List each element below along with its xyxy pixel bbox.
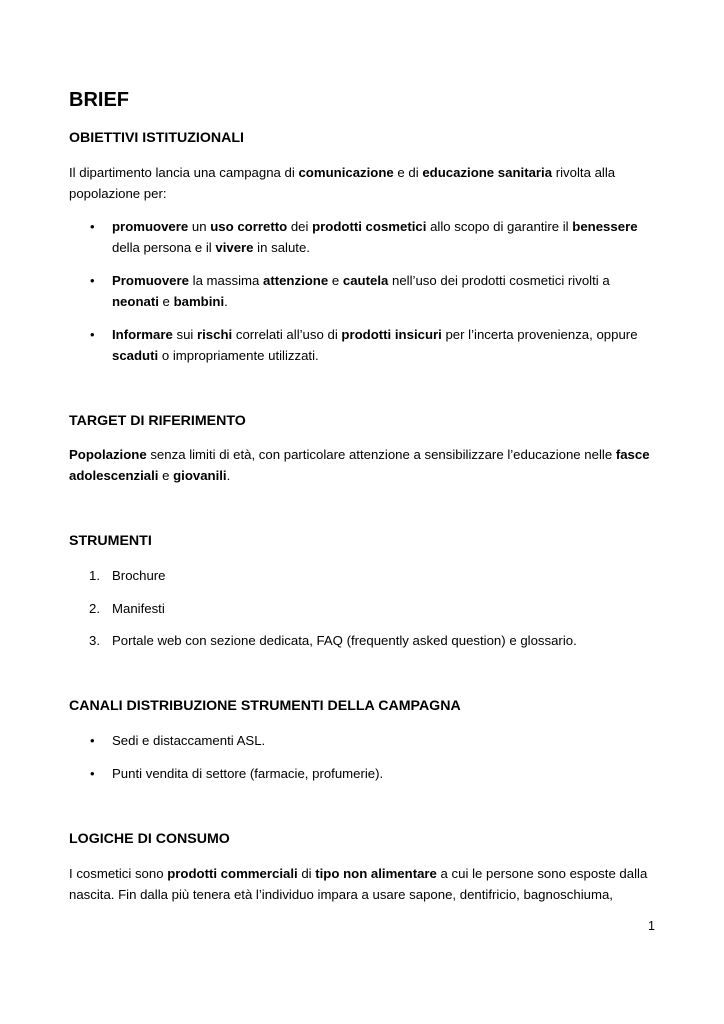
emphasis-text: benessere xyxy=(572,219,638,234)
emphasis-text: rischi xyxy=(197,327,233,342)
consumo-paragraph: I cosmetici sono prodotti commerciali di tipo non alimentare a cui le persone sono esposte dalla nascita. Fin dalla più tenera età l’individuo impara a usare sapone, dentifricio, bagnoschiuma, xyxy=(69,866,648,902)
emphasis-text: vivere xyxy=(215,240,254,255)
emphasis-text: prodotti cosmetici xyxy=(312,219,427,234)
heading-strumenti: STRUMENTI xyxy=(69,533,152,549)
emphasis-text: tipo non alimentare xyxy=(315,866,437,881)
list-item-brochure: Brochure xyxy=(112,568,166,583)
emphasis-text: Promuovere xyxy=(112,273,189,288)
emphasis-text: Informare xyxy=(112,327,173,342)
emphasis-text: giovanili xyxy=(173,468,227,483)
emphasis-text: attenzione xyxy=(262,273,329,288)
heading-canali-distribuzione: CANALI DISTRIBUZIONE STRUMENTI DELLA CAMPAGNA xyxy=(69,698,461,714)
list-number: 2. xyxy=(89,601,100,616)
emphasis-text: uso corretto xyxy=(210,219,288,234)
list-item-punti-vendita: Punti vendita di settore (farmacie, profumerie). xyxy=(112,766,384,781)
bullet-icon: • xyxy=(90,766,95,781)
intro-paragraph: Il dipartimento lancia una campagna di comunicazione e di educazione sanitaria rivolta alla popolazione per: xyxy=(69,165,616,201)
list-number: 1. xyxy=(89,568,100,583)
list-item-informare-rischi: Informare sui rischi correlati all’uso di prodotti insicuri per l’incerta provenienza, oppure scaduti o impropriamente utilizzati. xyxy=(112,327,638,363)
document-title: BRIEF xyxy=(69,89,129,111)
target-paragraph: Popolazione senza limiti di età, con particolare attenzione a sensibilizzare l’educazione nelle fasce adolescenziali e giovanili. xyxy=(69,447,650,483)
emphasis-text: scaduti xyxy=(112,348,159,363)
heading-target-riferimento: TARGET DI RIFERIMENTO xyxy=(69,413,246,429)
emphasis-text: bambini xyxy=(173,294,225,309)
list-item-promuovere-uso: promuovere un uso corretto dei prodotti cosmetici allo scopo di garantire il benessere della persona e il vivere in salute. xyxy=(112,219,638,255)
bullet-icon: • xyxy=(90,219,95,234)
emphasis-text: comunicazione xyxy=(298,165,394,180)
emphasis-text: prodotti commerciali xyxy=(167,866,298,881)
emphasis-text: educazione sanitaria xyxy=(422,165,553,180)
list-item-sedi-asl: Sedi e distaccamenti ASL. xyxy=(112,733,266,748)
bullet-icon: • xyxy=(90,733,95,748)
heading-obiettivi-istituzionali: OBIETTIVI ISTITUZIONALI xyxy=(69,130,244,146)
heading-logiche-consumo: LOGICHE DI CONSUMO xyxy=(69,831,230,847)
page-number: 1 xyxy=(648,919,655,933)
list-item-promuovere-attenzione: Promuovere la massima attenzione e cautela nell’uso dei prodotti cosmetici rivolti a neonati e bambini. xyxy=(112,273,610,309)
bullet-icon: • xyxy=(90,273,95,288)
emphasis-text: neonati xyxy=(112,294,159,309)
emphasis-text: promuovere xyxy=(112,219,189,234)
list-number: 3. xyxy=(89,633,100,648)
emphasis-text: prodotti insicuri xyxy=(341,327,442,342)
emphasis-text: cautela xyxy=(342,273,389,288)
list-item-manifesti: Manifesti xyxy=(112,601,165,616)
list-item-portale-web: Portale web con sezione dedicata, FAQ (frequently asked question) e glossario. xyxy=(112,633,577,648)
emphasis-text: fasce adolescenziali xyxy=(69,447,650,483)
emphasis-text: Popolazione xyxy=(69,447,147,462)
bullet-icon: • xyxy=(90,327,95,342)
